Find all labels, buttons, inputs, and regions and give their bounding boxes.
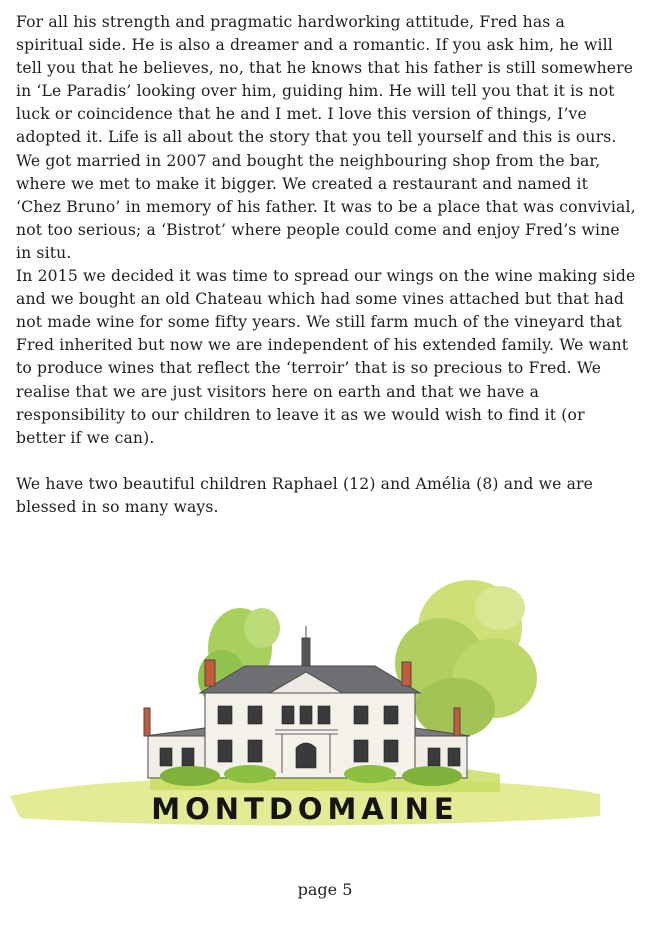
chateau-illustration (0, 568, 650, 838)
paragraph-chateau: In 2015 we decided it was time to spread our wings on the wine making side and we bought an old Chateau which had some vines attached but that had not made wine for some fifty years. We still farm much of the vineyard that Fred inherited but now we are independent of his extended family. We want to produce wines that reflect the ‘terroir’ that is so precious to Fred. We realise that we are just visitors here on earth and that we have a responsibility to our children to leave it as we would wish to find it (or better if we can). (16, 267, 636, 447)
body-text (16, 11, 636, 519)
paragraph-children: We have two beautiful children Raphael (12) and Amélia (8) and we are blessed in so many ways. (16, 474, 594, 516)
page-number: page 5 (297, 880, 353, 899)
tree-right (395, 580, 537, 738)
paragraph-chez-bruno: We got married in 2007 and bought the neighbouring shop from the bar, where we met to make it bigger. We created a restaurant and named it ‘Chez Bruno’ in memory of his father. It was to be a place that was convivial, not too serious; a ‘Bistrot’ where people could come and enjoy Fred’s wine in situ. (16, 151, 636, 262)
montdomaine-logo: MONTDOMAINE (151, 792, 459, 826)
paragraph-spiritual: For all his strength and pragmatic hardworking attitude, Fred has a spiritual side. He is also a dreamer and a romantic. If you ask him, he will tell you that he believes, no, that he knows that his father is still somewhere in ‘Le Paradis’ looking over him, guiding him. He will tell you that it is not luck or coincidence that he and I met. I love this version of things, I’ve adopted it. Life is all about the story that you tell yourself and this is ours. (16, 13, 634, 147)
